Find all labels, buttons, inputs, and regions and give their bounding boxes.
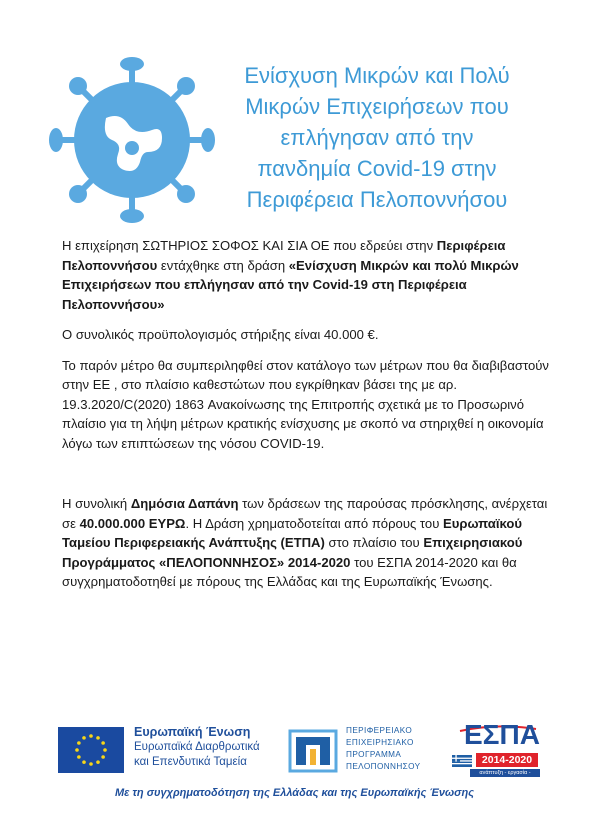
eu-flag-icon	[58, 727, 124, 773]
text: του ΕΣΠΑ 2014-2020 και θα συγχρηματοδοτηθεί με πόρους της Ελλάδας και της Ευρωπαϊκής Ένωσης.	[62, 554, 517, 589]
page-title	[212, 60, 542, 215]
eu-star-icon	[82, 760, 86, 764]
text: Η συνολική	[62, 496, 131, 511]
fund-name: Ευρωπαϊκού Ταμείου Περιφερειακής Ανάπτυξης (ΕΤΠΑ)	[62, 515, 522, 550]
eu-star-icon	[77, 755, 81, 759]
paragraph-funding	[62, 494, 554, 592]
footer-logos	[0, 705, 589, 832]
eu-star-icon	[96, 760, 100, 764]
text: εντάχθηκε στη δράση	[157, 257, 289, 273]
region-label-line: ΠΕΛΟΠΟΝΝΗΣΟΥ	[346, 762, 421, 771]
peloponnese-program-logo-icon	[288, 729, 338, 773]
paragraph-beneficiary	[62, 236, 554, 314]
region-program-label	[346, 725, 421, 773]
text: των δράσεων της παρούσας πρόσκλησης, ανέρχεται σε	[62, 496, 548, 531]
eu-star-icon	[101, 741, 105, 745]
eu-star-icon	[96, 736, 100, 740]
title-line: επλήγησαν από την	[280, 125, 474, 150]
espa-slogan: ανάπτυξη - εργασία - αλληλεγγύη	[470, 769, 540, 777]
eu-star-icon	[89, 734, 93, 738]
cofinancing-caption: Με τη συγχρηματοδότηση της Ελλάδας και της Ευρωπαϊκής Ένωσης	[114, 787, 475, 799]
eu-star-icon	[75, 748, 79, 752]
eu-label-line: Ευρωπαϊκά Διαρθρωτικά	[134, 741, 260, 753]
eu-star-icon	[103, 748, 107, 752]
espa-years: 2014-2020	[476, 753, 538, 767]
eu-star-icon	[89, 762, 93, 766]
title-line: Μικρών Επιχειρήσεων που	[245, 94, 509, 119]
eu-label-line: Ευρωπαϊκή Ένωση	[134, 725, 251, 739]
greek-flag-icon	[452, 755, 472, 767]
text: Η επιχείρηση ΣΩΤΗΡΙΟΣ ΣΟΦΟΣ ΚΑΙ ΣΙΑ ΟΕ που εδρεύει στην	[62, 238, 437, 253]
eu-star-icon	[82, 736, 86, 740]
program-name: Επιχειρησιακού Προγράμματος «ΠΕΛΟΠΟΝΝΗΣΟΣ» 2014-2020	[62, 535, 523, 570]
eu-star-icon	[101, 755, 105, 759]
text: στο πλαίσιο του	[324, 535, 424, 550]
title-line: Ενίσχυση Μικρών και Πολύ	[244, 63, 510, 88]
title-line: πανδημία Covid-19 στην	[257, 156, 497, 181]
document-body	[62, 236, 554, 603]
region-label-line: ΕΠΙΧΕΙΡΗΣΙΑΚΟ	[346, 738, 414, 747]
espa-logo	[448, 719, 540, 784]
amount: 40.000.000 ΕΥΡΩ	[79, 515, 186, 531]
text: . Η Δράση χρηματοδοτείται από πόρους του	[185, 515, 443, 531]
paragraph-legal: Το παρόν μέτρο θα συμπεριληφθεί στον κατάλογο των μέτρων που θα διαβιβαστούν στην ΕΕ , στο πλαίσιο καθεστώτων που εγκρίθηκαν βάσει της με αρ. 19.3.2020/C(2020) 1863 Ανακοίνωσης της Επιτροπής σχετικά με το Προσωρινό πλαίσιο για τη λήψη μέτρων κρατικής ενίσχυσης με σκοπό να στηριχθεί η οικονομία λόγω των επιπτώσεων της νόσου COVID-19.	[62, 357, 549, 451]
title-line: Περιφέρεια Πελοποννήσου	[246, 187, 508, 212]
eu-star-icon	[77, 741, 81, 745]
coronavirus-icon	[44, 52, 220, 228]
bold-text: Δημόσια Δαπάνη	[130, 496, 239, 511]
espa-title: ΕΣΠΑ	[464, 719, 540, 750]
region-name: Περιφέρεια Πελοποννήσου	[62, 238, 506, 273]
region-label-line: ΠΕΡΙΦΕΡΕΙΑΚΟ	[346, 726, 413, 735]
region-label-line: ΠΡΟΓΡΑΜΜΑ	[346, 750, 402, 759]
eu-label-line: και Επενδυτικά Ταμεία	[134, 756, 247, 768]
eu-funds-label	[134, 725, 260, 770]
paragraph-budget: Ο συνολικός προϋπολογισμός στήριξης είναι 40.000 €.	[62, 327, 379, 342]
action-name: «Ενίσχυση Μικρών και πολύ Μικρών Επιχειρήσεων που επλήγησαν από την Covid-19 στη Περιφέρεια Πελοποννήσου»	[62, 257, 519, 312]
